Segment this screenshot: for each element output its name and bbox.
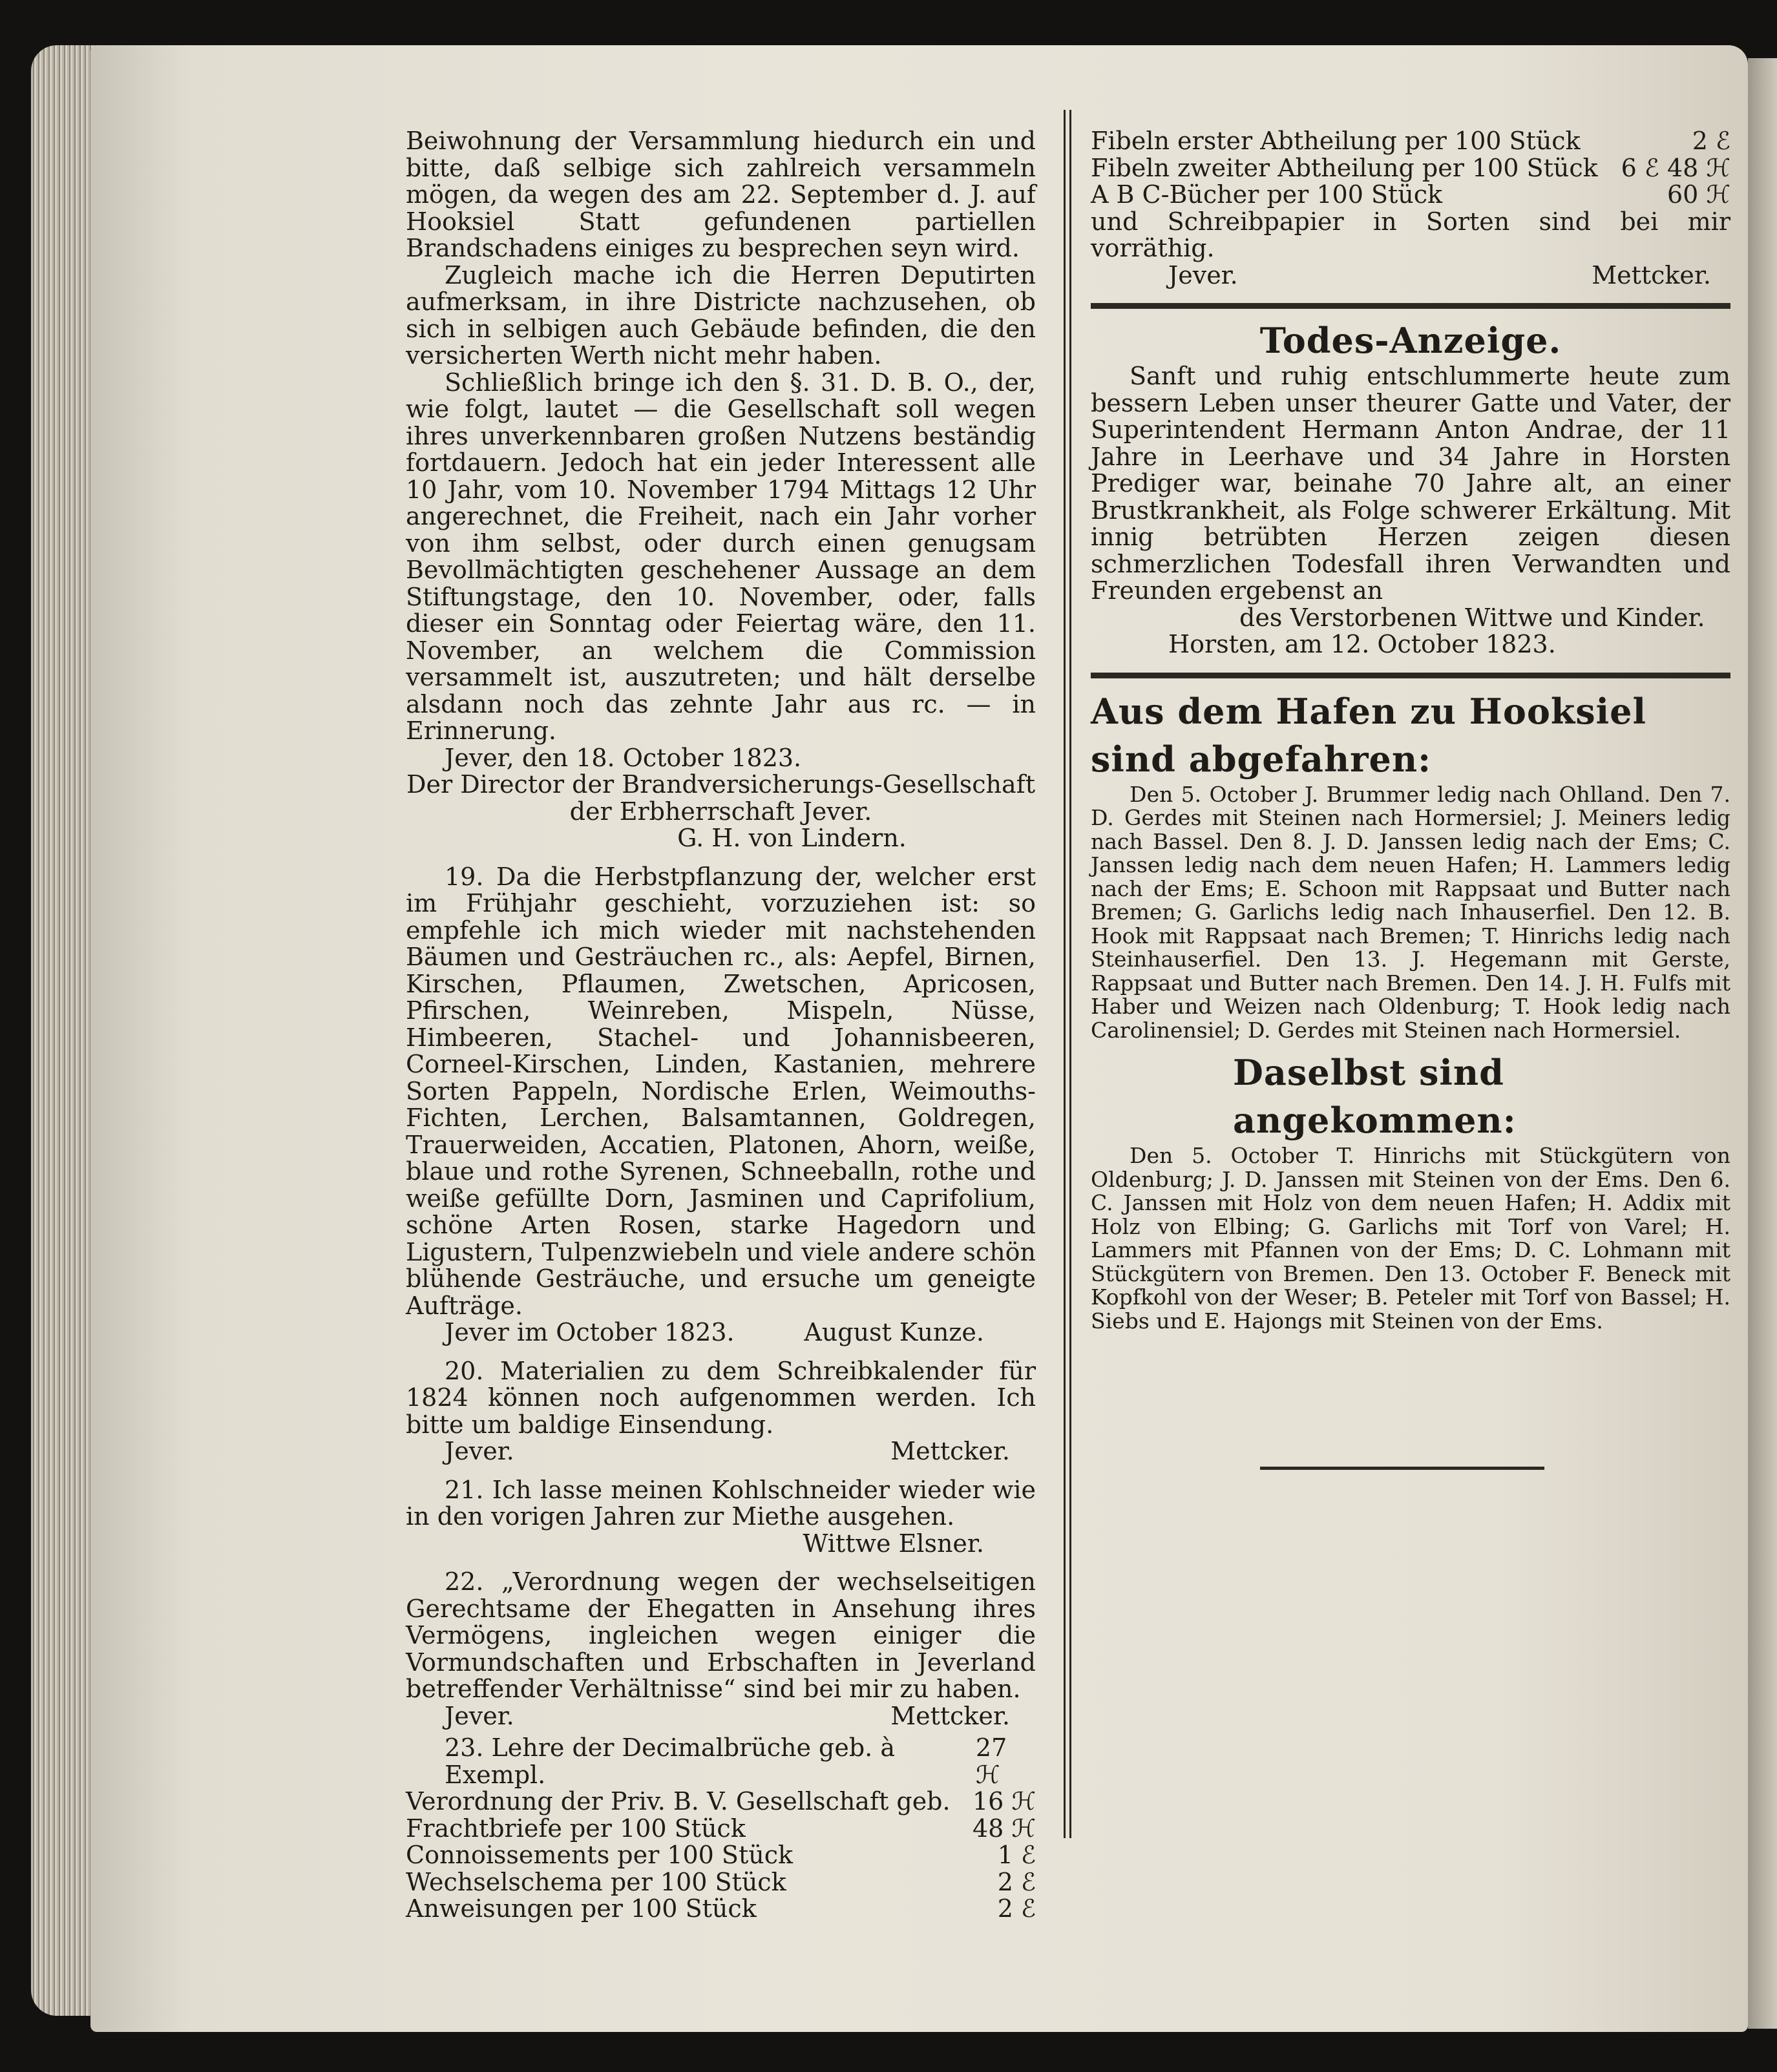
price-row	[406, 1816, 1036, 1843]
notice-20: 20. Materialien zu dem Schreibkalender für 1824 können noch aufgenommen werden. Ich bitte um baldige Einsendung.	[406, 1356, 1036, 1439]
arrived-heading: Daselbst sind angekommen:	[1233, 1052, 1517, 1141]
price-item: Connoissements per 100 Stück	[406, 1841, 794, 1869]
death-notice-heading: Todes-Anzeige.	[1259, 320, 1562, 361]
notice-19-place: Jever im October 1823.	[445, 1318, 735, 1346]
left-column	[406, 128, 1036, 1923]
price-item: Anweisungen per 100 Stück	[406, 1894, 757, 1923]
paper-signer: Mettcker.	[1592, 260, 1711, 289]
bleed-through-rule	[1260, 1467, 1544, 1470]
price-item: A B C-Bücher per 100 Stück	[1091, 180, 1443, 209]
notice-19-signature	[406, 1319, 1036, 1346]
notice-22-signer: Mettcker.	[890, 1701, 1010, 1730]
price-value: 2 ℰ	[997, 1867, 1036, 1896]
price-row	[406, 1788, 1036, 1816]
notice-22-place: Jever.	[445, 1701, 514, 1730]
notice-19: 19. Da die Herbstpflanzung der, welcher erst im Frühjahr geschieht, vorzuziehen ist: so empfehle ich mich wieder mit nachstehenden Bäumen und Gesträuchen rc., als: Aepfel, Birnen, Kirschen, Pflaumen, Zwetschen, Apricosen, Pfirschen, Weinreben, Mispeln, Nüsse, Himbeeren, Stachel- und Johannisbeeren, Corneel-Kirschen, Linden, Kastanien, mehrere Sorten Pappeln, Nordische Erlen, Weimouths-Fichten, Lerchen, Balsamtannen, Goldregen, Trauerweiden, Accatien, Platonen, Ahorn, weiße, blaue und rothe Syrenen, Schneeballn, rothe und weiße gefüllte Dorn, Jasminen und Caprifolium, schöne Arten Rosen, starke Hagedorn und Ligustern, Tulpenzwiebeln und viele andere schön blühende Gesträuche, und ersuche um geneigte Aufträge.	[406, 862, 1036, 1320]
price-value: 2 ℰ	[1692, 127, 1730, 155]
price-value: 6 ℰ 48 ℋ	[1621, 153, 1730, 182]
departed-heading: Aus dem Hafen zu Hooksiel sind abgefahren:	[1091, 690, 1647, 780]
paragraph-deputies: Zugleich mache ich die Herren Deputirten aufmerksam, in ihre Districte nachzusehen, ob sich in selbigen auch Gebäude befinden, die den versicherten Werth nicht mehr haben.	[406, 260, 1036, 370]
price-value: 60 ℋ	[1667, 180, 1730, 209]
price-item: Frachtbriefe per 100 Stück	[406, 1814, 746, 1843]
notice-20-place: Jever.	[445, 1437, 514, 1465]
right-column	[1091, 128, 1730, 1333]
price-item: Wechselschema per 100 Stück	[406, 1867, 786, 1896]
price-value: 2 ℰ	[997, 1894, 1036, 1923]
paragraph-section-31: Schließlich bringe ich den §. 31. D. B. O., der, wie folgt, lautet — die Gesellschaft soll wegen ihres unverkennbaren großen Nutzens beständig fortdauern. Jedoch hat ein jeder Interessent alle 10 Jahr, vom 10. November 1794 Mittags 12 Uhr angerechnet, die Freiheit, nach ein Jahr vorher von ihm selbst, oder durch einen genugsam Bevollmächtigten geschehener Aussage an dem Stiftungstage, den 10. November, oder, falls dieser ein Sonntag oder Feiertag wäre, den 11. November, an welchem die Commission versammelt ist, auszutreten; und hält derselbe alsdann noch das zehnte Jahr aus rc. — in Erinnerung.	[406, 368, 1036, 745]
director-org: der Erbherrschaft Jever.	[569, 797, 872, 826]
date-line: Jever, den 18. October 1823.	[445, 743, 802, 772]
notice-20-signer: Mettcker.	[890, 1437, 1010, 1465]
paper-place: Jever.	[1168, 260, 1238, 289]
departed-text: Den 5. October J. Brummer ledig nach Ohlland. Den 7. D. Gerdes mit Steinen nach Hormersiel; J. Meiners ledig nach Bassel. Den 8. J. D. Janssen ledig nach der Ems; C. Janssen ledig nach dem neuen Hafen; H. Lammers ledig nach der Ems; E. Schoon mit Rappsaat und Butter nach Bremen; G. Garlichs ledig nach Inhauserfiel. Den 12. B. Hook mit Rappsaat nach Bremen; T. Hinrichs ledig nach Steinhauserfiel. Den 13. J. Hegemann mit Gerste, Rappsaat und Butter nach Bremen. Den 14. J. H. Fulfs mit Haber und Weizen nach Oldenburg; T. Hook ledig nach Carolinensiel; D. Gerdes mit Steinen nach Hormersiel.	[1091, 781, 1730, 1043]
price-value: 48 ℋ	[973, 1814, 1036, 1843]
price-item: Fibeln zweiter Abtheilung per 100 Stück	[1091, 153, 1598, 182]
price-value: 27 ℋ	[975, 1733, 1007, 1789]
section-rule	[1091, 673, 1730, 678]
price-value: 16 ℋ	[973, 1787, 1036, 1816]
price-value: 1 ℰ	[997, 1841, 1036, 1869]
price-row	[1091, 182, 1730, 209]
price-item: Fibeln erster Abtheilung per 100 Stück	[1091, 127, 1581, 155]
price-row	[406, 1735, 1036, 1788]
paragraph-opening: Beiwohnung der Versammlung hiedurch ein und bitte, daß selbige sich zahlreich versammeln mögen, da wegen des am 22. September d. J. auf Hooksiel Statt gefundenen partiellen Brandschadens einiges zu besprechen seyn wird.	[406, 127, 1036, 262]
paper-line: und Schreibpapier in Sorten sind bei mir vorräthig.	[1091, 207, 1730, 262]
death-notice-date: Horsten, am 12. October 1823.	[1168, 630, 1556, 658]
notice-19-signer: August Kunze.	[804, 1318, 984, 1346]
price-row	[406, 1869, 1036, 1896]
notice-21: 21. Ich lasse meinen Kohlschneider wieder wie in den vorigen Jahren zur Miethe ausgehen.	[406, 1475, 1036, 1531]
paper-signature	[1091, 262, 1730, 289]
price-list-right	[1091, 128, 1730, 209]
director-name: G. H. von Lindern.	[677, 824, 907, 852]
price-row	[406, 1896, 1036, 1923]
notice-22: 22. „Verordnung wegen der wechselseitigen Gerechtsame der Ehegatten in Ansehung ihres Vermögens, ingleichen wegen einiger die Vormundschaften und Erbschaften in Jeverland betreffender Verhältnisse“ sind bei mir zu haben.	[406, 1567, 1036, 1703]
price-item: Verordnung der Priv. B. V. Gesellschaft geb.	[406, 1787, 951, 1816]
price-item: 23. Lehre der Decimalbrüche geb. à Exempl.	[445, 1733, 895, 1789]
arrived-text: Den 5. October T. Hinrichs mit Stückgütern von Oldenburg; J. D. Janssen mit Steinen von der Ems. Den 6. C. Janssen mit Holz von dem neuen Hafen; H. Addix mit Holz von Elbing; G. Garlichs mit Torf von Varel; H. Lammers mit Pfannen von der Ems; D. C. Lohmann mit Stückgütern von Bremen. Den 13. October F. Beneck mit Kopfkohl von der Weser; B. Peteler mit Torf von Bassel; H. Siebs und E. Hajongs mit Steinen von der Ems.	[1091, 1143, 1730, 1334]
price-row	[1091, 155, 1730, 182]
price-row	[1091, 128, 1730, 155]
notice-22-signature	[406, 1703, 1036, 1730]
column-double-rule	[1064, 110, 1071, 1838]
notice-21-signer: Wittwe Elsner.	[803, 1529, 984, 1558]
notice-20-signature	[406, 1438, 1036, 1465]
death-notice-signer: des Verstorbenen Wittwe und Kinder.	[1239, 603, 1705, 632]
price-list-left	[406, 1735, 1036, 1923]
section-rule	[1091, 303, 1730, 309]
price-row	[406, 1842, 1036, 1869]
next-page-edge	[1748, 58, 1777, 2029]
director-title: Der Director der Brandversicherungs-Gesellschaft	[406, 770, 1035, 799]
death-notice-text: Sanft und ruhig entschlummerte heute zum bessern Leben unser theurer Gatte und Vater, der Superintendent Hermann Anton Andrae, der 11 Jahre in Leerhave und 34 Jahre in Horsten Prediger war, beinahe 70 Jahre alt, an einer Brustkrankheit, als Folge schwerer Erkältung. Mit innig betrübten Herzen zeigen diesen schmerzlichen Todesfall ihren Verwandten und Freunden ergebenst an	[1091, 362, 1730, 605]
